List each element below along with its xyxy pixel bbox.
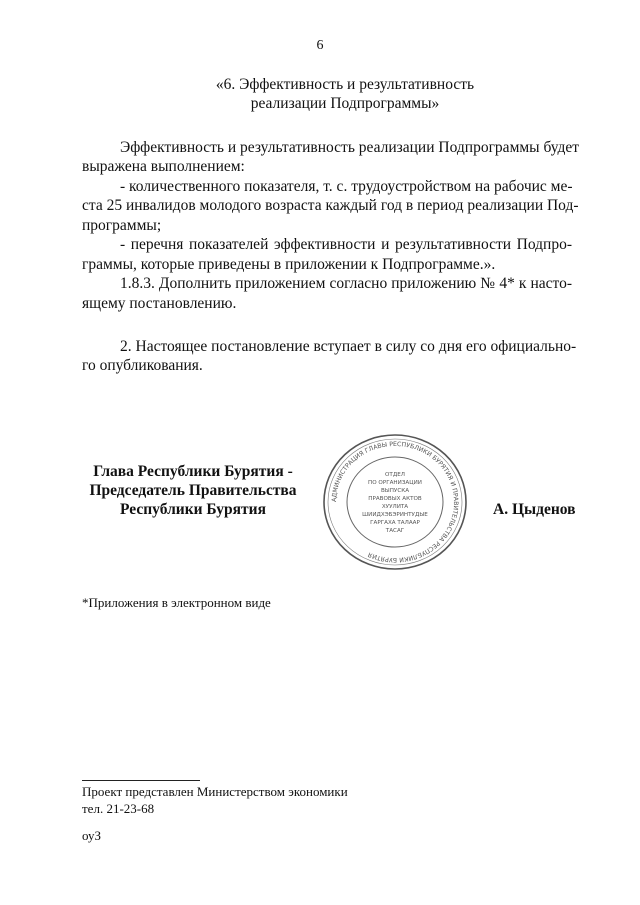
seal-center-line: ГАРГАХА ТАЛААР <box>370 520 420 526</box>
footer-prepared-by: Проект представлен Министерством экономики <box>82 784 348 799</box>
paragraph-line: программы; <box>82 217 162 234</box>
footnote: *Приложения в электронном виде <box>82 595 271 610</box>
footer-divider <box>82 780 200 781</box>
signatory-title-line-3: Республики Бурятия <box>120 501 266 518</box>
seal-center-line: ХУУЛИТА <box>381 504 409 510</box>
footer-phone: тел. 21-23-68 <box>82 801 155 816</box>
signatory-name: А. Цыденов <box>493 501 576 518</box>
section-title-line-2: реализации Подпрограммы» <box>250 95 440 112</box>
seal-center-line: ОТДЕЛ <box>385 472 405 478</box>
footer-code: оуЗ <box>82 828 102 843</box>
paragraph-line: го опубликования. <box>82 357 203 374</box>
seal-center-line: ТАСАГ <box>385 528 405 534</box>
paragraph-line: Эффективность и результативность реализации Подпрограммы будет <box>120 139 580 156</box>
paragraph-line: ста 25 инвалидов молодого возраста каждый год в период реализации Под- <box>82 197 579 214</box>
seal-center-line: ВЫПУСКА <box>380 488 410 494</box>
paragraph-line: выражена выполнением: <box>82 158 245 175</box>
paragraph-line: 2. Настоящее постановление вступает в силу со дня его официально- <box>120 338 577 355</box>
section-title-line-1: «6. Эффективность и результативность <box>215 76 475 93</box>
official-seal-icon <box>320 432 470 572</box>
section-title <box>120 75 570 113</box>
signatory-title <box>82 462 304 519</box>
signatory-title-line-1: Глава Республики Бурятия - <box>93 463 293 480</box>
seal-center-line: ШИИДХЭБЭРИНТУДЫЕ <box>362 512 428 518</box>
page-number: 6 <box>316 38 324 53</box>
paragraph-line: ящему постановлению. <box>82 295 237 312</box>
paragraph-line: - количественного показателя, т. с. трудоустройством на рабочис ме- <box>120 178 573 195</box>
seal-center-line: ПРАВОВЫХ АКТОВ <box>368 496 422 502</box>
seal-ring-text: АДМИНИСТРАЦИЯ ГЛАВЫ РЕСПУБЛИКИ БУРЯТИЯ И ПРАВИТЕЛЬСТВА РЕСПУБЛИКИ БУРЯТИЯ <box>330 440 460 564</box>
paragraph-line: 1.8.3. Дополнить приложением согласно приложению № 4* к насто- <box>120 275 572 292</box>
paragraph-line: граммы, которые приведены в приложении к Подпрограмме.». <box>82 256 496 273</box>
seal-center-line: ПО ОРГАНИЗАЦИИ <box>368 480 422 486</box>
paragraph-line: - перечня показателей эффективности и результативности Подпро- <box>120 236 572 253</box>
official-seal <box>320 432 470 577</box>
signatory-title-line-2: Председатель Правительства <box>89 482 297 499</box>
